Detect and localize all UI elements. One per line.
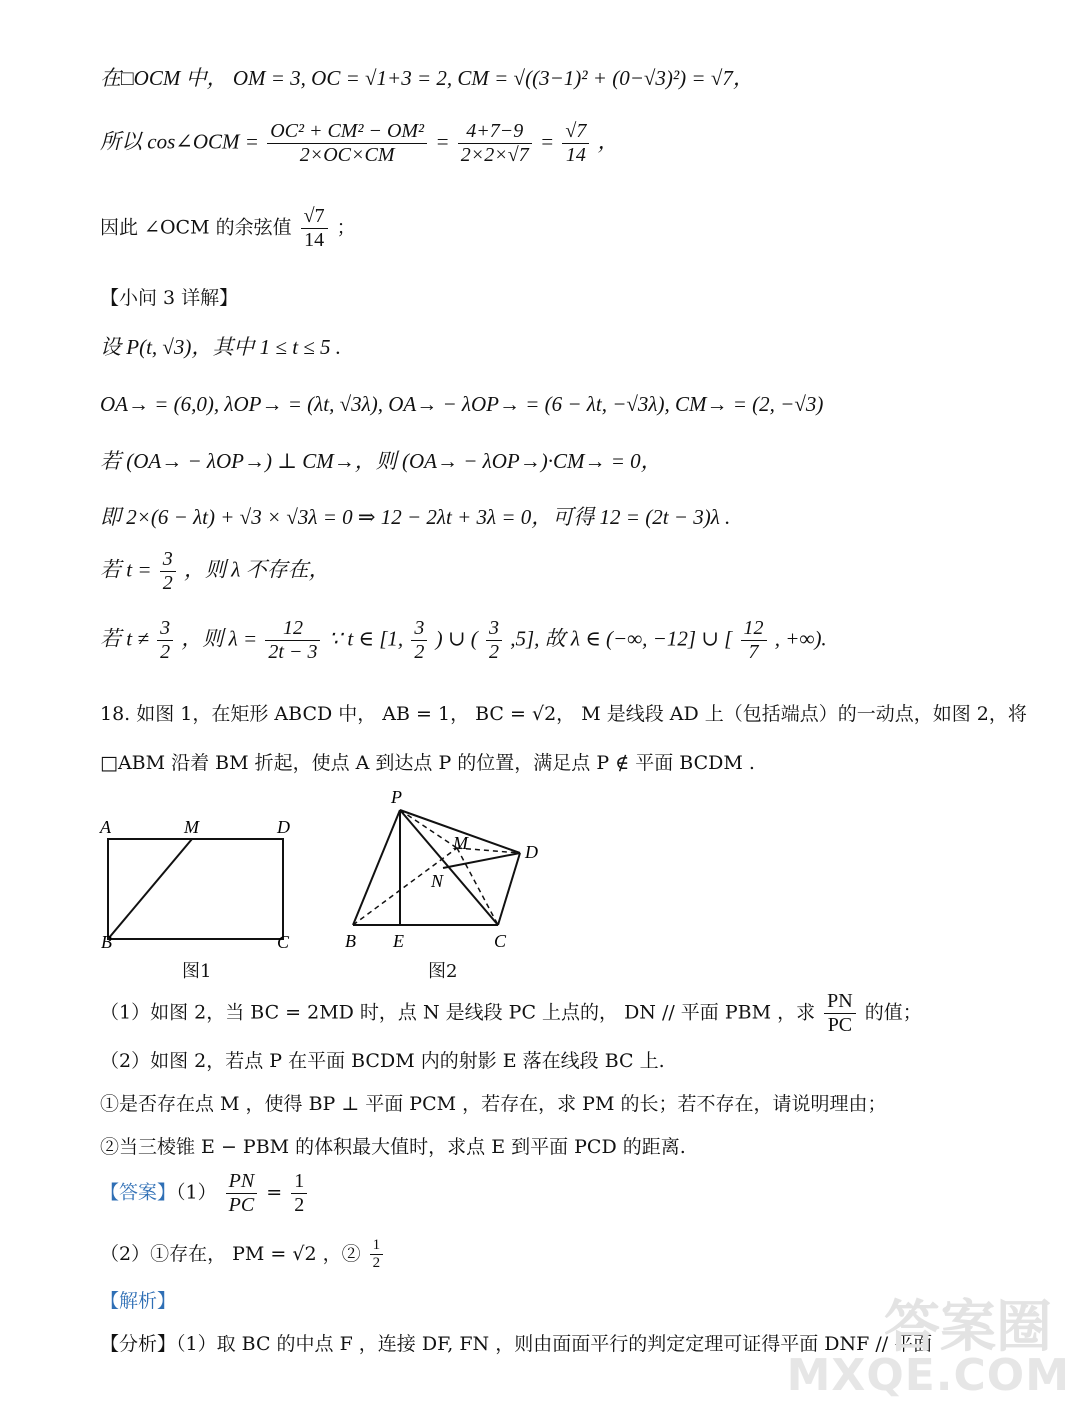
t-neq-frac-1	[157, 617, 173, 664]
t-neq-a: 若 t ≠	[100, 626, 149, 651]
t-neq-num1: 3	[157, 617, 173, 641]
t-neq-num5: 12	[741, 617, 767, 641]
cos-result-suffix: ；	[336, 216, 356, 239]
cos-frac-1	[267, 120, 427, 167]
t-neq-frac-3	[411, 617, 427, 664]
line-perp: 若 (OA→ − λOP→) ⊥ CM→，则 (OA→ − λOP→)·CM→ = 0，	[100, 449, 662, 473]
t-neq-frac-2	[265, 617, 320, 664]
line-t-neq	[100, 617, 827, 664]
line-t-eq	[100, 548, 330, 595]
t-eq-frac	[160, 548, 176, 595]
part-1-frac	[824, 990, 856, 1037]
t-neq-num4: 3	[486, 617, 502, 641]
answer-frac-right-num: 1	[291, 1170, 307, 1194]
cos-frac-1-num: OC² + CM² − OM²	[267, 120, 427, 144]
fig2-label-c: C	[494, 931, 507, 951]
t-neq-f: , +∞).	[774, 626, 827, 651]
part-1-text: （1）如图 2，当 BC = 2MD 时，点 N 是线段 PC 上点的， DN // 平面 PBM ，求	[100, 1001, 816, 1024]
t-neq-num3: 3	[411, 617, 427, 641]
cos-frac-2-den: 2×2×√7	[460, 144, 529, 166]
answer-part-2-text: （2）①存在， PM = √2 ，②	[100, 1242, 361, 1265]
fig2-label-e: E	[393, 931, 404, 951]
cos-frac-3	[562, 120, 589, 167]
cos-result-prefix: 因此 ∠OCM 的余弦值	[100, 216, 292, 239]
cos-result-den: 14	[304, 229, 325, 251]
part-1-question	[100, 990, 922, 1037]
t-eq-suffix: ，则 λ 不存在，	[184, 557, 330, 582]
t-eq-prefix: 若 t =	[100, 557, 152, 582]
analysis-fx-tag: 【分析】	[100, 1333, 177, 1355]
fig1-label-c: C	[277, 932, 290, 952]
watermark-bottom: MXQE.COM	[786, 1350, 1070, 1401]
part-1-suffix: 的值；	[864, 1001, 922, 1024]
question-18-stem-2: □ABM 沿着 BM 折起，使点 A 到达点 P 的位置，满足点 P ∉ 平面 BCDM .	[100, 752, 755, 774]
fig1-label-d: D	[277, 817, 290, 837]
fig1-label-a: A	[100, 817, 111, 837]
answer-frac-right	[291, 1170, 307, 1217]
line-vectors: OA→ = (6,0), λOP→ = (λt, √3λ), OA→ − λOP→ = (6 − λt, −√3λ), CM→ = (2, −√3)	[100, 392, 824, 416]
line-equation: 即 2×(6 − λt) + √3 × √3λ = 0 ⇒ 12 − 2λt + 3λ = 0，可得 12 = (2t − 3)λ .	[100, 505, 731, 529]
line-cos-ocm: 所以 cos∠OCM = $\frac{\text{OC² + CM² − OM²}}{2\times OC\times CM}$ = $\frac{4+7-9}{2\times 2\times√7}$ = $\frac{√7}{14}$ ，	[100, 120, 619, 166]
fig2-label-d: D	[525, 842, 538, 862]
answer-frac-right-den: 2	[294, 1194, 305, 1216]
answer-part-2-frac	[370, 1237, 384, 1273]
cos-prefix: 所以 cos∠OCM =	[100, 129, 259, 154]
fig2-label-p: P	[391, 787, 402, 807]
section-heading-q3: 【小问 3 详解】	[100, 287, 239, 309]
answer-part-1-label: （1）	[176, 1181, 217, 1204]
t-neq-den3: 2	[414, 641, 425, 663]
cos-suffix: ，	[597, 129, 619, 154]
t-eq-den: 2	[162, 572, 173, 594]
analysis-tag: 【解析】	[100, 1290, 177, 1312]
t-neq-den4: 2	[488, 641, 499, 663]
part-1-frac-num: PN	[824, 990, 856, 1014]
fig2-label-n: N	[431, 871, 444, 891]
fig2-label-b: B	[345, 931, 356, 951]
line-set-p: 设 P(t, √3)，其中 1 ≤ t ≤ 5 .	[100, 335, 342, 359]
line-ocm: 在□OCM 中， OM = 3, OC = √1+3 = 2, CM = √((3−1)² + (0−√3)²) = √7，	[100, 66, 754, 90]
figure-2-caption: 图2	[428, 961, 458, 982]
answer-line-1	[100, 1170, 310, 1217]
cos-frac-3-den: 14	[565, 144, 586, 166]
cos-result-num: √7	[301, 205, 328, 229]
part-2-question: （2）如图 2，若点 P 在平面 BCDM 内的射影 E 落在线段 BC 上.	[100, 1050, 665, 1072]
t-neq-e: ,5], 故 λ ∈ (−∞, −12] ∪ [	[510, 626, 733, 651]
t-neq-c: ∵ t ∈ [1,	[328, 626, 404, 651]
t-eq-num: 3	[160, 548, 176, 572]
cos-frac-3-num: √7	[562, 120, 589, 144]
answer-eq: =	[266, 1181, 283, 1204]
answer-part-2-frac-num: 1	[370, 1237, 384, 1255]
part-2-sub-1: ①是否存在点 M ，使得 BP ⊥ 平面 PCM ，若存在，求 PM 的长；若不存在，请说明理由；	[100, 1093, 887, 1115]
part-2-sub-2: ②当三棱锥 E − PBM 的体积最大值时，求点 E 到平面 PCD 的距离.	[100, 1136, 686, 1158]
figure-1-caption: 图1	[182, 961, 212, 982]
watermark-top: 答案圈	[884, 1295, 1052, 1360]
question-18-stem-1: 18. 如图 1，在矩形 ABCD 中， AB = 1， BC = √2， M 是线段 AD 上（包括端点）的一动点，如图 2，将	[100, 703, 1027, 725]
cos-frac-2	[458, 120, 532, 167]
t-neq-b: ，则 λ =	[181, 626, 258, 651]
fig1-label-m: M	[184, 817, 199, 837]
t-neq-num2: 12	[265, 617, 320, 641]
cos-frac-1-den: 2×OC×CM	[299, 144, 395, 166]
answer-line-2	[100, 1237, 386, 1273]
answer-frac-left-num: PN	[226, 1170, 258, 1194]
answer-frac-left-den: PC	[228, 1194, 255, 1216]
t-neq-den5: 7	[748, 641, 759, 663]
cos-result-frac	[301, 205, 328, 252]
t-neq-den2: 2t − 3	[268, 641, 318, 663]
part-1-frac-den: PC	[827, 1014, 853, 1036]
t-neq-frac-4	[486, 617, 502, 664]
fig2-label-m: M	[453, 833, 468, 853]
answer-tag: 【答案】	[100, 1181, 177, 1204]
line-cos-result	[100, 205, 356, 252]
t-neq-frac-5	[741, 617, 767, 664]
t-neq-d: ) ∪ (	[435, 626, 478, 651]
figure-2-folded	[335, 785, 565, 955]
t-neq-den1: 2	[160, 641, 171, 663]
analysis-fx-text: （1）取 BC 的中点 F ，连接 DF, FN ，则由面面平行的判定定理可证得平面 DNF // 平面	[176, 1333, 933, 1355]
answer-part-2-frac-den: 2	[372, 1255, 381, 1272]
cos-frac-2-num: 4+7−9	[458, 120, 532, 144]
fig1-label-b: B	[101, 932, 112, 952]
answer-frac-left	[226, 1170, 258, 1217]
